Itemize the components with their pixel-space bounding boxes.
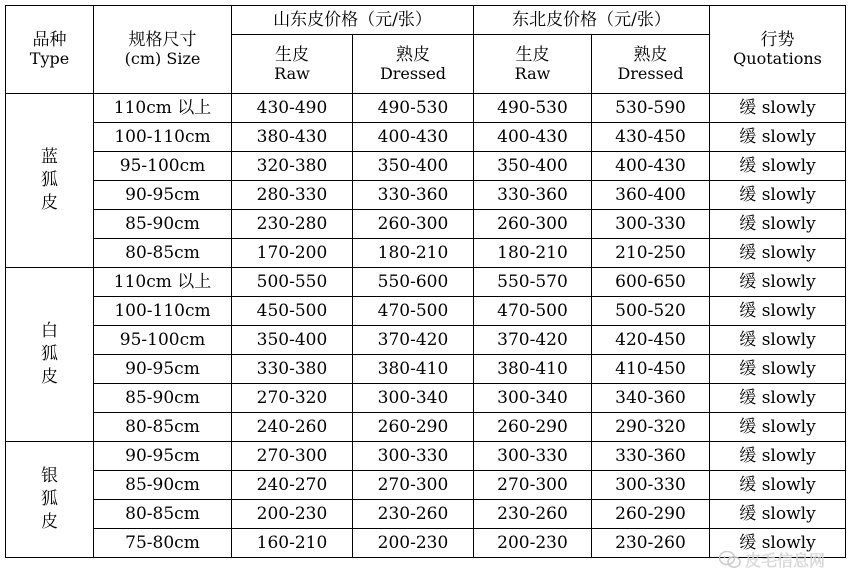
size-cell: 100-110cm xyxy=(94,123,232,152)
table-row xyxy=(6,268,846,297)
table-row xyxy=(6,239,846,268)
ne-dressed-cell: 400-430 xyxy=(592,152,710,181)
header-sd-raw-cn: 生皮 xyxy=(275,44,309,65)
ne-dressed-cell: 300-330 xyxy=(592,471,710,500)
ne-dressed-cell: 260-290 xyxy=(592,500,710,529)
sd-raw-cell: 280-330 xyxy=(232,181,353,210)
ne-raw-cell: 380-410 xyxy=(474,355,592,384)
sd-dressed-cell: 200-230 xyxy=(353,529,474,558)
ne-dressed-cell: 410-450 xyxy=(592,355,710,384)
ne-dressed-cell: 530-590 xyxy=(592,94,710,123)
header-shandong-price: 山东皮价格（元/张） xyxy=(232,6,474,35)
sd-dressed-cell: 260-290 xyxy=(353,413,474,442)
ne-dressed-cell: 330-360 xyxy=(592,442,710,471)
header-type-cn: 品种 xyxy=(32,30,67,51)
trend-cell: 缓 slowly xyxy=(710,413,846,442)
trend-cell: 缓 slowly xyxy=(710,152,846,181)
header-size xyxy=(94,6,232,94)
type-char: 狐 xyxy=(41,170,58,191)
sd-dressed-cell: 470-500 xyxy=(353,297,474,326)
table-row xyxy=(6,413,846,442)
sd-dressed-cell: 300-330 xyxy=(353,442,474,471)
ne-dressed-cell: 230-260 xyxy=(592,529,710,558)
trend-cell: 缓 slowly xyxy=(710,94,846,123)
size-cell: 90-95cm xyxy=(94,181,232,210)
sd-raw-cell: 450-500 xyxy=(232,297,353,326)
header-ne-raw-en: Raw xyxy=(514,63,551,83)
ne-raw-cell: 370-420 xyxy=(474,326,592,355)
sd-dressed-cell: 380-410 xyxy=(353,355,474,384)
ne-raw-cell: 400-430 xyxy=(474,123,592,152)
type-cell xyxy=(6,268,94,442)
sd-raw-cell: 430-490 xyxy=(232,94,353,123)
ne-dressed-cell: 290-320 xyxy=(592,413,710,442)
table-row xyxy=(6,210,846,239)
ne-dressed-cell: 500-520 xyxy=(592,297,710,326)
ne-raw-cell: 260-300 xyxy=(474,210,592,239)
sd-raw-cell: 240-260 xyxy=(232,413,353,442)
header-row-1 xyxy=(6,6,846,35)
size-cell: 110cm 以上 xyxy=(94,268,232,297)
header-trend-en: Quotations xyxy=(733,49,822,69)
size-cell: 90-95cm xyxy=(94,442,232,471)
trend-cell: 缓 slowly xyxy=(710,529,846,558)
size-cell: 90-95cm xyxy=(94,355,232,384)
header-sd-dressed-cn: 熟皮 xyxy=(396,44,430,65)
type-char: 狐 xyxy=(41,344,58,365)
table-row xyxy=(6,152,846,181)
type-char: 白 xyxy=(41,321,58,342)
table-row xyxy=(6,529,846,558)
sd-dressed-cell: 350-400 xyxy=(353,152,474,181)
ne-dressed-cell: 360-400 xyxy=(592,181,710,210)
trend-cell: 缓 slowly xyxy=(710,181,846,210)
table-row xyxy=(6,94,846,123)
ne-raw-cell: 270-300 xyxy=(474,471,592,500)
trend-cell: 缓 slowly xyxy=(710,297,846,326)
trend-cell: 缓 slowly xyxy=(710,326,846,355)
sd-dressed-cell: 300-340 xyxy=(353,384,474,413)
ne-dressed-cell: 340-360 xyxy=(592,384,710,413)
header-sd-raw xyxy=(232,35,353,94)
sd-raw-cell: 240-270 xyxy=(232,471,353,500)
header-sd-dressed-en: Dressed xyxy=(379,63,447,83)
table-row xyxy=(6,181,846,210)
header-trend xyxy=(710,6,846,94)
ne-raw-cell: 260-290 xyxy=(474,413,592,442)
sd-dressed-cell: 330-360 xyxy=(353,181,474,210)
size-cell: 80-85cm xyxy=(94,413,232,442)
ne-raw-cell: 300-330 xyxy=(474,442,592,471)
header-size-en: (cm) Size xyxy=(124,49,201,69)
trend-cell: 缓 slowly xyxy=(710,384,846,413)
header-ne-dressed-cn: 熟皮 xyxy=(633,44,668,65)
trend-cell: 缓 slowly xyxy=(710,123,846,152)
sd-dressed-cell: 180-210 xyxy=(353,239,474,268)
table-row xyxy=(6,384,846,413)
ne-raw-cell: 200-230 xyxy=(474,529,592,558)
size-cell: 100-110cm xyxy=(94,297,232,326)
sd-raw-cell: 230-280 xyxy=(232,210,353,239)
type-char: 银 xyxy=(41,466,58,487)
trend-cell: 缓 slowly xyxy=(710,210,846,239)
sd-dressed-cell: 370-420 xyxy=(353,326,474,355)
ne-raw-cell: 300-340 xyxy=(474,384,592,413)
sd-raw-cell: 160-210 xyxy=(232,529,353,558)
type-cell xyxy=(6,94,94,268)
size-cell: 95-100cm xyxy=(94,326,232,355)
sd-raw-cell: 500-550 xyxy=(232,268,353,297)
header-trend-cn: 行势 xyxy=(760,30,795,51)
watermark-text: 皮毛信息网 xyxy=(744,551,825,570)
ne-raw-cell: 470-500 xyxy=(474,297,592,326)
ne-dressed-cell: 300-330 xyxy=(592,210,710,239)
sd-raw-cell: 200-230 xyxy=(232,500,353,529)
header-ne-dressed-en: Dressed xyxy=(617,63,684,83)
fur-price-table xyxy=(5,5,846,558)
header-ne-dressed xyxy=(592,35,710,94)
ne-dressed-cell: 600-650 xyxy=(592,268,710,297)
ne-raw-cell: 230-260 xyxy=(474,500,592,529)
header-type xyxy=(6,6,94,94)
size-cell: 95-100cm xyxy=(94,152,232,181)
table-row xyxy=(6,355,846,384)
trend-cell: 缓 slowly xyxy=(710,442,846,471)
size-cell: 80-85cm xyxy=(94,500,232,529)
ne-raw-cell: 330-360 xyxy=(474,181,592,210)
table-row xyxy=(6,326,846,355)
table-row xyxy=(6,500,846,529)
sd-raw-cell: 350-400 xyxy=(232,326,353,355)
header-type-en: Type xyxy=(29,49,70,69)
table-row xyxy=(6,297,846,326)
sd-dressed-cell: 490-530 xyxy=(353,94,474,123)
trend-cell: 缓 slowly xyxy=(710,355,846,384)
sd-raw-cell: 270-320 xyxy=(232,384,353,413)
type-char: 蓝 xyxy=(41,147,58,168)
sd-dressed-cell: 230-260 xyxy=(353,500,474,529)
sd-dressed-cell: 550-600 xyxy=(353,268,474,297)
trend-cell: 缓 slowly xyxy=(710,500,846,529)
sd-raw-cell: 380-430 xyxy=(232,123,353,152)
sd-dressed-cell: 270-300 xyxy=(353,471,474,500)
table-row xyxy=(6,471,846,500)
size-cell: 85-90cm xyxy=(94,210,232,239)
table-row xyxy=(6,442,846,471)
type-char: 皮 xyxy=(41,192,58,213)
sd-raw-cell: 320-380 xyxy=(232,152,353,181)
ne-dressed-cell: 420-450 xyxy=(592,326,710,355)
size-cell: 85-90cm xyxy=(94,471,232,500)
trend-cell: 缓 slowly xyxy=(710,268,846,297)
sd-raw-cell: 170-200 xyxy=(232,239,353,268)
table-row xyxy=(6,123,846,152)
sd-dressed-cell: 400-430 xyxy=(353,123,474,152)
type-char: 狐 xyxy=(41,489,58,510)
type-char: 皮 xyxy=(41,511,58,532)
sd-raw-cell: 270-300 xyxy=(232,442,353,471)
trend-cell: 缓 slowly xyxy=(710,471,846,500)
header-sd-raw-en: Raw xyxy=(274,63,310,83)
size-cell: 85-90cm xyxy=(94,384,232,413)
ne-raw-cell: 350-400 xyxy=(474,152,592,181)
header-ne-raw xyxy=(474,35,592,94)
type-char: 皮 xyxy=(41,366,58,387)
size-cell: 110cm 以上 xyxy=(94,94,232,123)
header-ne-raw-cn: 生皮 xyxy=(515,44,550,65)
header-northeast-price: 东北皮价格（元/张） xyxy=(474,6,710,35)
type-cell xyxy=(6,442,94,558)
ne-raw-cell: 180-210 xyxy=(474,239,592,268)
ne-raw-cell: 490-530 xyxy=(474,94,592,123)
trend-cell: 缓 slowly xyxy=(710,239,846,268)
header-sd-dressed xyxy=(353,35,474,94)
sd-raw-cell: 330-380 xyxy=(232,355,353,384)
size-cell: 75-80cm xyxy=(94,529,232,558)
size-cell: 80-85cm xyxy=(94,239,232,268)
ne-raw-cell: 550-570 xyxy=(474,268,592,297)
ne-dressed-cell: 210-250 xyxy=(592,239,710,268)
header-size-cn: 规格尺寸 xyxy=(128,30,197,51)
ne-dressed-cell: 430-450 xyxy=(592,123,710,152)
sd-dressed-cell: 260-300 xyxy=(353,210,474,239)
